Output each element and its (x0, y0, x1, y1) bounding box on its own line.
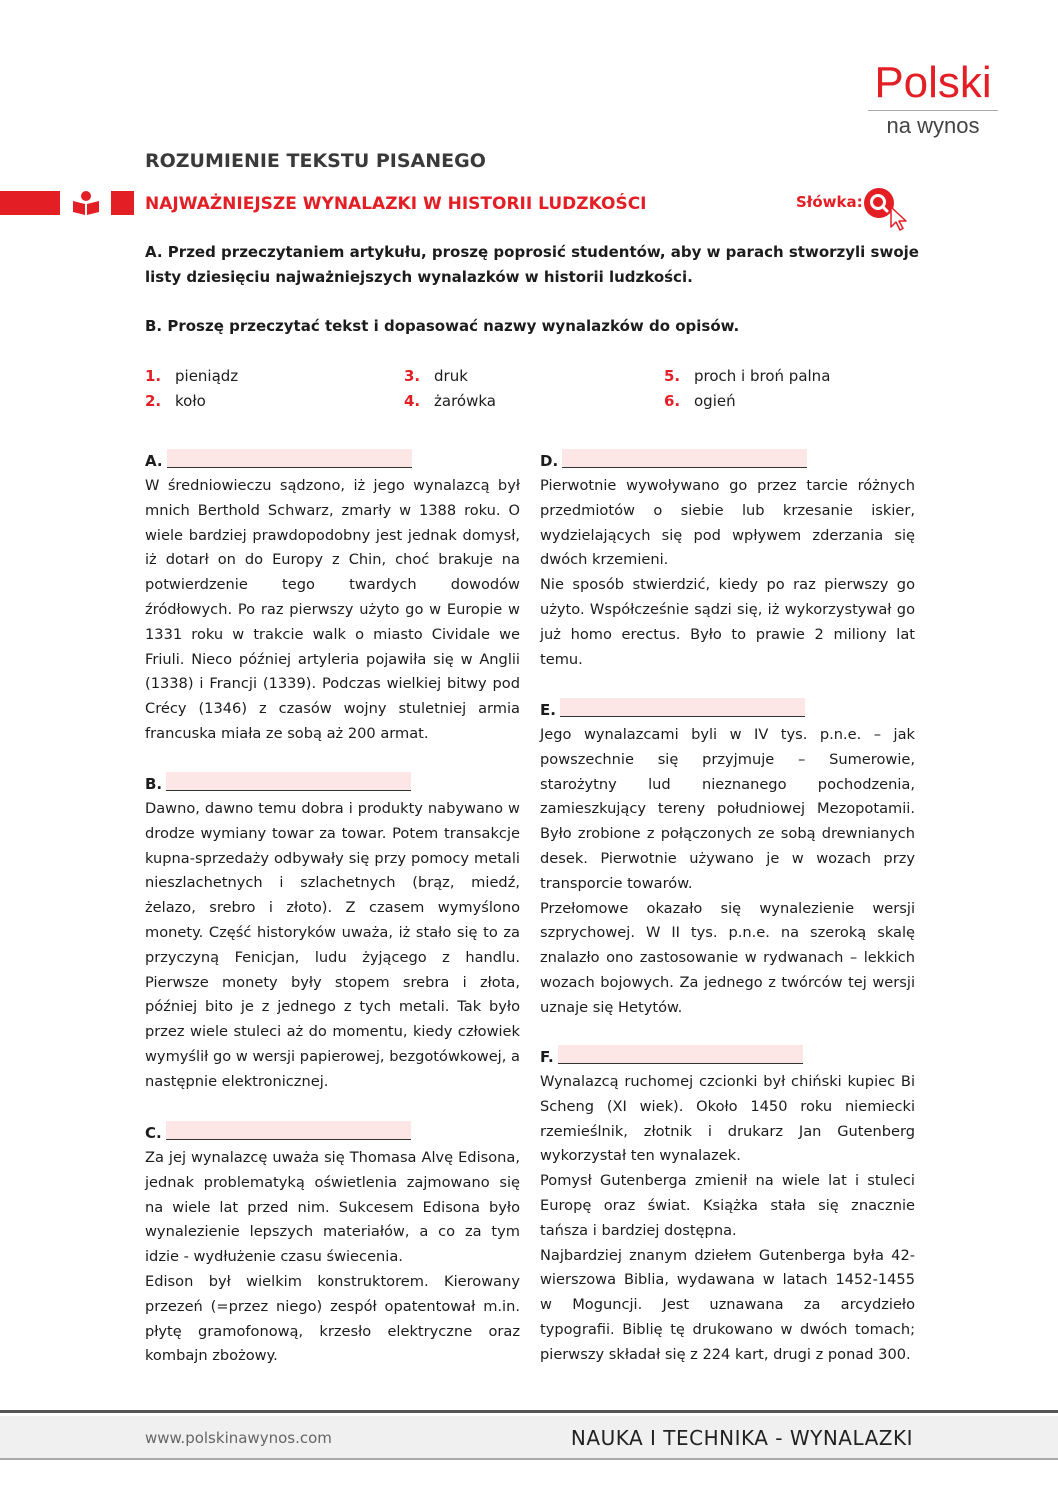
paragraph: Nie sposób stwierdzić, kiedy po raz pierwszy go użyto. Współcześnie sądzi się, iż wykorzystywał go już homo erectus. Było to prawie 2 miliony lat temu. (540, 576, 915, 668)
answer-line-a[interactable] (167, 449, 412, 468)
paragraph: Jego wynalazcami byli w IV tys. p.n.e. – jak powszechnie się przyjmuje – Sumerowie, starożytny lud nieznanego pochodzenia, zamieszkujący tereny południowej Mezopotamii. Było zrobione z połączonych ze sobą drewnianych desek. Pierwotnie używano je w wozach przy transporcie towarów. (540, 726, 915, 892)
answer-line-f[interactable] (558, 1045, 803, 1064)
text-block-c (145, 1120, 520, 1369)
list-item: 3. druk (404, 367, 468, 385)
block-heading: A. (145, 448, 520, 474)
paragraph: Wynalazcą ruchomej czcionki był chiński kupiec Bi Scheng (XI wiek). Około 1450 roku niemiecki rzemieślnik, złotnik i drukarz Jan Gutenberg wykorzystał ten wynalazek. (540, 1073, 915, 1165)
text-block-b (145, 771, 520, 1095)
instruction-b: B. Proszę przeczytać tekst i dopasować nazwy wynalazków do opisów. (145, 317, 740, 335)
list-item: 4. żarówka (404, 392, 496, 410)
accent-bar-small (111, 191, 134, 215)
topic-title: NAJWAŻNIEJSZE WYNALAZKI W HISTORII LUDZKOŚCI (145, 194, 647, 214)
paragraph: Pierwotnie wywoływano go przez tarcie różnych przedmiotów o siebie lub krzesanie iskier, wydzielających się pod wpływem zderzania się dwóch krzemieni. (540, 477, 915, 569)
answer-line-c[interactable] (166, 1121, 411, 1140)
block-heading: C. (145, 1120, 520, 1146)
block-heading: F. (540, 1044, 915, 1070)
list-item: 6. ogień (664, 392, 736, 410)
text-block-e (540, 697, 915, 1021)
text-block-f (540, 1044, 915, 1368)
list-item: 1. pieniądz (145, 367, 239, 385)
paragraph: Edison był wielkim konstruktorem. Kierowany przezeń (=przez niego) zespół opatentował m.in. płytę gramofonową, krzesło elektryczne oraz kombajn zbożowy. (145, 1272, 520, 1365)
list-item: 2. koło (145, 392, 206, 410)
search-icon[interactable] (862, 186, 914, 232)
text-block-a (145, 448, 520, 747)
paragraph: Przełomowe okazało się wynalezienie wersji szprychowej. W II tys. p.n.e. na szeroką skalę znalazło ono zastosowanie w rydwanach – lekkich wozach bojowych. Za jednego z twórców tej wersji uznaje się Hetytów. (540, 899, 915, 1016)
block-heading: B. (145, 771, 520, 797)
vocab-label: Słówka: (796, 193, 863, 211)
answer-line-d[interactable] (562, 449, 807, 468)
book-icon (72, 190, 100, 216)
text-block-d (540, 448, 915, 672)
footer-divider (0, 1410, 1058, 1413)
logo (868, 58, 998, 139)
paragraph: W średniowieczu sądzono, iż jego wynalazcą był mnich Berthold Schwarz, zmarły w 1388 roku. O wiele bardziej prawdopodobny jest jednak domysł, iż dotarł on do Europy z Chin, choć brakuje na potwierdzenie tego twardych dowodów źródłowych. Po raz pierwszy użyto go w Europie w 1331 roku w trakcie walk o miasto Cividale we Friuli. Nieco później artyleria pojawiła się w Anglii (1338) i Francji (1339). Podczas wielkiej bitwy pod Crécy (1346) z czasów wojny stuletniej armia francuska miała ze sobą aż 200 armat. (145, 477, 520, 742)
section-title: ROZUMIENIE TEKSTU PISANEGO (145, 150, 486, 172)
logo-main: Polski (874, 58, 992, 107)
paragraph: Dawno, dawno temu dobra i produkty nabywano w drodze wymiany towar za towar. Potem transakcje kupna-sprzedaży odbywały się przy pomocy metali nieszlachetnych i szlachetnych (brąz, miedź, żelazo, srebro i złoto). Z czasem wymyślono monety. Część historyków uważa, iż stało się to za przyczyną Fenicjan, ludu żyjącego z handlu. Pierwsze monety były stopem srebra i złota, później bito je z jednego z tych metali. Tak było przez wiele stuleci aż do momentu, kiedy człowiek wymyślił go w wersji papierowej, bezgotówkowej, a następnie elektronicznej. (145, 800, 520, 1090)
paragraph: Za jej wynalazcę uważa się Thomasa Alvę Edisona, jednak problematyką oświetlenia zajmowano się na wiele lat przed nim. Sukcesem Edisona było wynalezienie lepszych materiałów, a co za tym idzie - wydłużenie czasu świecenia. (145, 1149, 520, 1266)
paragraph: Pomysł Gutenberga zmienił na wiele lat i stuleci Europę oraz świat. Książka stała się znacznie tańsza i bardziej dostępna. (540, 1172, 915, 1239)
footer-url[interactable]: www.polskinawynos.com (145, 1429, 332, 1447)
list-item: 5. proch i broń palna (664, 367, 831, 385)
instruction-a: A. Przed przeczytaniem artykułu, proszę poprosić studentów, aby w parach stworzyli swoje listy dziesięciu najważniejszych wynalazków w historii ludzkości. (145, 243, 919, 286)
answer-line-e[interactable] (560, 698, 805, 717)
footer-topic: NAUKA I TECHNIKA - WYNALAZKI (570, 1426, 913, 1450)
logo-sub: na wynos (868, 110, 998, 139)
block-heading: D. (540, 448, 915, 474)
accent-bar-left (0, 191, 60, 215)
answer-line-b[interactable] (166, 772, 411, 791)
block-heading: E. (540, 697, 915, 723)
paragraph: Najbardziej znanym dziełem Gutenberga była 42-wierszowa Biblia, wydawana w latach 1452-1455 w Moguncji. Jest uznawana za arcydzieło typografii. Biblię tę drukowano w dwóch tomach; pierwszy składał się z 224 kart, drugi z ponad 300. (540, 1246, 915, 1363)
